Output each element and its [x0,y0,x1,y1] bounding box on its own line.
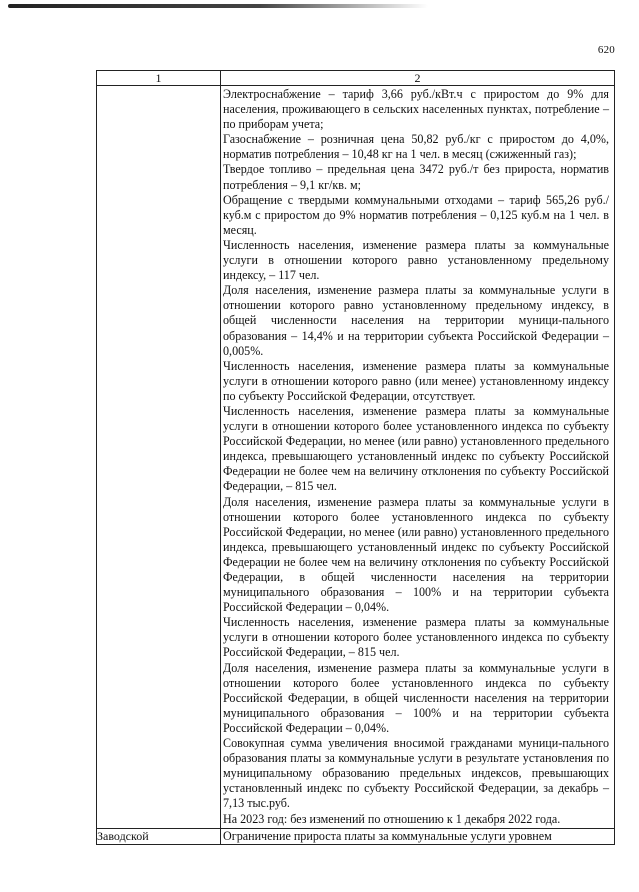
description-cell [221,828,615,844]
paragraph-limit: Ограничение прироста платы за коммунальные услуги уровнем [223,828,552,843]
paragraph-year-2023: На 2023 год: без изменений по отношению к 1 декабря 2022 года. [223,811,561,826]
table-row [97,828,615,844]
header-col-2: 2 [221,71,615,86]
paragraph-waste: Обращение с твердыми коммунальными отходами – тариф 565,26 руб./куб.м с приростом до 9% норматив потребления – 0,125 куб.м на 1 чел. в месяц. [223,192,609,237]
paragraph-list [221,86,614,828]
header-col-1: 1 [97,71,221,86]
paragraph-electricity: Электроснабжение – тариф 3,66 руб./кВт.ч с приростом до 9% для населения, проживающего в сельских населенных пунктах, потребление – по приборам учета; [223,87,609,132]
scan-edge-mark [8,4,428,8]
paragraph-solid-fuel: Твердое топливо – предельная цена 3472 руб./т без прироста, норматив потребления – 9,1 кг/кв. м; [223,162,609,192]
paragraph-share-more: Доля населения, изменение размера платы за коммунальные услуги в отношении которого более установленного индекса по субъекту Российской Федерации, в общей численности населения на территории муниципального образования – 100% и на территории субъекта Российской Федерации – 0,04%. [223,660,609,735]
paragraph-population-between: Численность населения, изменение размера платы за коммунальные услуги в отношении которого более установленного индекса по субъекту Российской Федерации, но менее (или равно) установленного предельного индекса, превышающего установленный индекс по субъекту Российской Федерации не более чем на величину отклонения по субъекту Российской Федерации, – 815 чел. [223,403,609,494]
data-table [96,70,615,845]
paragraph-population-less: Численность населения, изменение размера платы за коммунальные услуги в отношении которого равно (или менее) установленному индексу по субъекту Российской Федерации, отсутствует. [223,358,609,403]
paragraph-population-more: Численность населения, изменение размера платы за коммунальные услуги в отношении которого более установленного индекса по субъекту Российской Федерации, – 815 чел. [223,615,609,660]
paragraph-share-equal: Доля населения, изменение размера платы за коммунальные услуги в отношении которого равно установленному предельному индексу, в общей численности населения на территории муници-пального образования – 14,4% и на территории субъекта Российской Федерации – 0,005%. [223,283,609,358]
table-row [97,86,615,829]
description-cell [221,86,615,829]
district-cell [97,86,221,829]
page-number: 620 [597,44,615,56]
district-cell: Заводской [97,828,221,844]
table-header-row [97,71,615,86]
paragraph-gas: Газоснабжение – розничная цена 50,82 руб./кг с приростом до 4,0%, норматив потребления – 10,48 кг на 1 чел. в месяц (сжиженный газ); [223,132,609,162]
paragraph-population-equal: Численность населения, изменение размера платы за коммунальные услуги в отношении которого равно установленному предельному индексу, – 117 чел. [223,237,609,283]
paragraph-total-sum: Совокупная сумма увеличения вносимой гражданами муници-пального образования платы за коммунальные услуги в результате установления по муниципальному образованию предельных индексов, превышающих установленный индекс по субъекту Российской Федерации, за декабрь – 7,13 тыс.руб. [223,736,609,811]
paragraph-share-between: Доля населения, изменение размера платы за коммунальные услуги в отношении которого более установленного индекса по субъекту Российской Федерации, но менее (или равно) установленного предельного индекса, превышающего установленный индекс по субъекту Российской Федерации не более чем на величину отклонения по субъекту Российской Федерации, в общей численности населения на территории муниципального образования – 100% и на территории субъекта Российской Федерации – 0,04%. [223,494,609,615]
